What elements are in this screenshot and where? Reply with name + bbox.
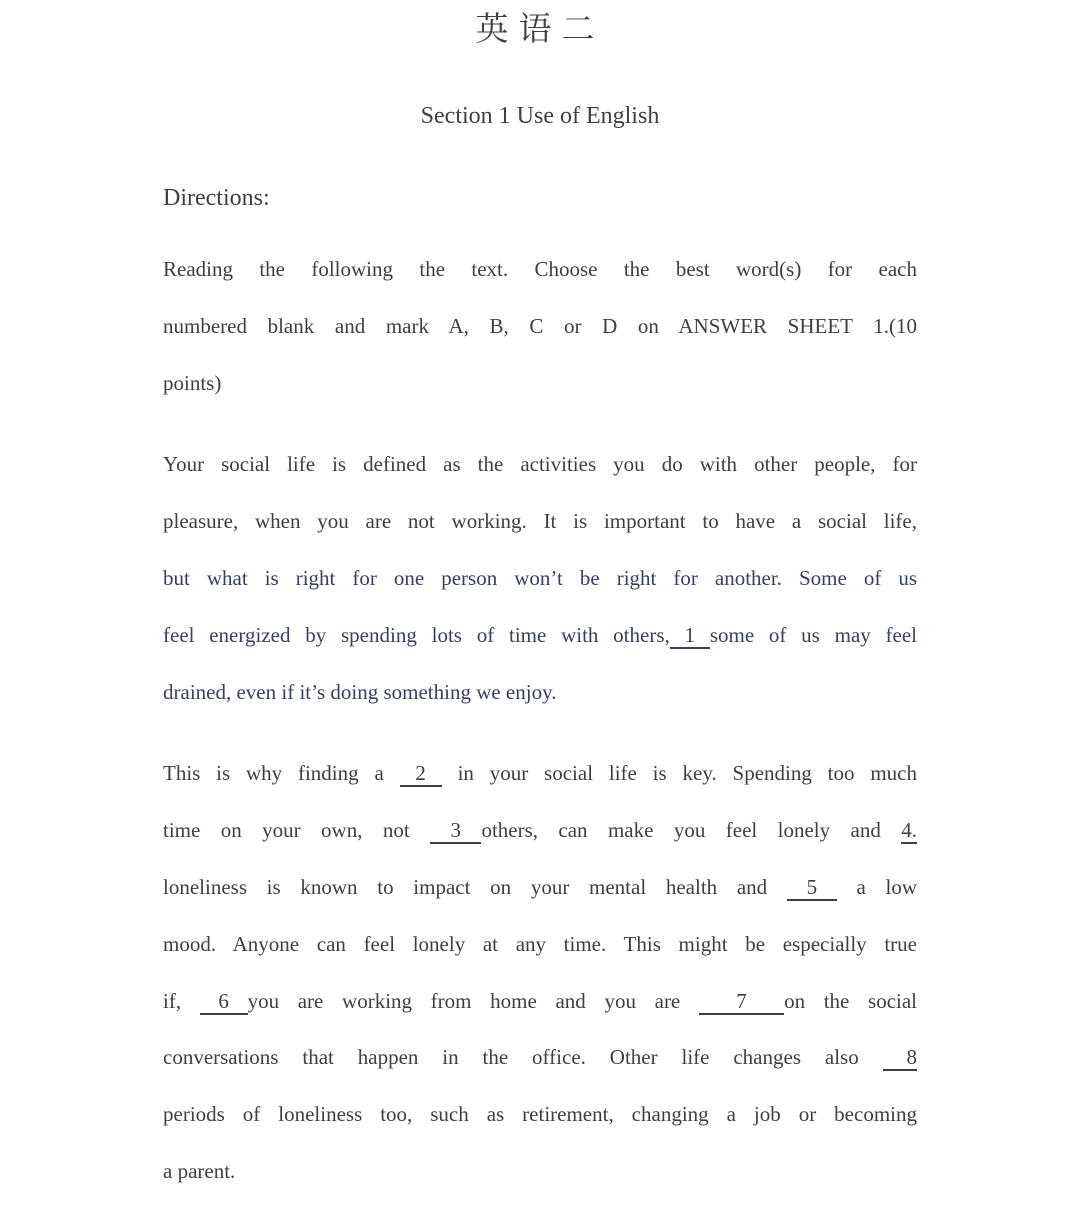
text-line — [163, 298, 917, 355]
text-line — [163, 607, 917, 664]
text-segment: a low — [836, 874, 918, 899]
text-segment: Your social life is defined as the activities you do with other people, for — [163, 452, 917, 477]
text-segment: This is why finding a — [163, 761, 400, 786]
text-line — [163, 1029, 917, 1086]
numbered-blank-4: 4. — [901, 818, 918, 843]
passage-paragraph-1 — [163, 436, 917, 720]
text-segment: you are working from home and you are — [247, 988, 699, 1013]
text-segment: others, can make you feel lonely and — [481, 818, 902, 843]
numbered-blank-3: 3 — [430, 818, 482, 843]
text-segment: Reading the following the text. Choose the best word(s) for each — [163, 257, 917, 281]
directions-body — [163, 241, 917, 411]
numbered-blank-2: 2 — [399, 761, 442, 786]
text-segment: points) — [163, 370, 222, 395]
text-line — [163, 664, 917, 721]
text-line — [163, 916, 917, 973]
text-segment: feel energized by spending lots of time with others, — [163, 622, 670, 647]
numbered-blank-5: 5 — [786, 874, 837, 899]
page-title: 英语二 — [475, 12, 605, 48]
text-segment: some of us may feel — [709, 622, 918, 647]
text-segment: time on your own, not — [163, 818, 431, 843]
text-line — [163, 241, 917, 298]
text-segment: on the social — [784, 988, 918, 1013]
text-segment: if, — [163, 988, 200, 1013]
text-segment: loneliness is known to impact on your mental health and — [163, 874, 787, 899]
text-segment: mood. Anyone can feel lonely at any time. This might be especially true — [163, 931, 917, 956]
text-segment: pleasure, when you are not working. It is important to have a social life, — [163, 509, 917, 534]
directions-label: Directions: — [163, 185, 270, 211]
numbered-blank-6: 6 — [199, 988, 248, 1013]
text-segment: but what is right for one person won’t be right for another. Some of us — [163, 565, 917, 590]
text-line — [163, 1143, 917, 1200]
text-line — [163, 493, 917, 550]
text-line — [163, 1086, 917, 1143]
numbered-blank-8: 8 — [882, 1045, 918, 1070]
text-line — [163, 973, 917, 1030]
numbered-blank-7: 7 — [698, 988, 785, 1013]
text-line — [163, 550, 917, 607]
text-segment: drained, even if it’s doing something we enjoy. — [163, 679, 557, 704]
text-segment: numbered blank and mark A, B, C or D on ANSWER SHEET 1.(10 — [163, 313, 917, 338]
text-segment: in your social life is key. Spending too much — [441, 761, 917, 786]
text-segment: a parent. — [163, 1158, 236, 1183]
text-line — [163, 859, 917, 916]
numbered-blank-1: 1 — [669, 622, 710, 647]
text-segment: periods of loneliness too, such as retirement, changing a job or becoming — [163, 1102, 917, 1127]
section-heading: Section 1 Use of English — [420, 103, 660, 129]
passage-paragraph-2 — [163, 745, 917, 1199]
text-line — [163, 802, 917, 859]
text-segment: conversations that happen in the office. Other life changes also — [163, 1045, 883, 1070]
text-line — [163, 355, 917, 412]
passage-body — [163, 241, 917, 1200]
text-line — [163, 436, 917, 493]
text-line — [163, 745, 917, 802]
